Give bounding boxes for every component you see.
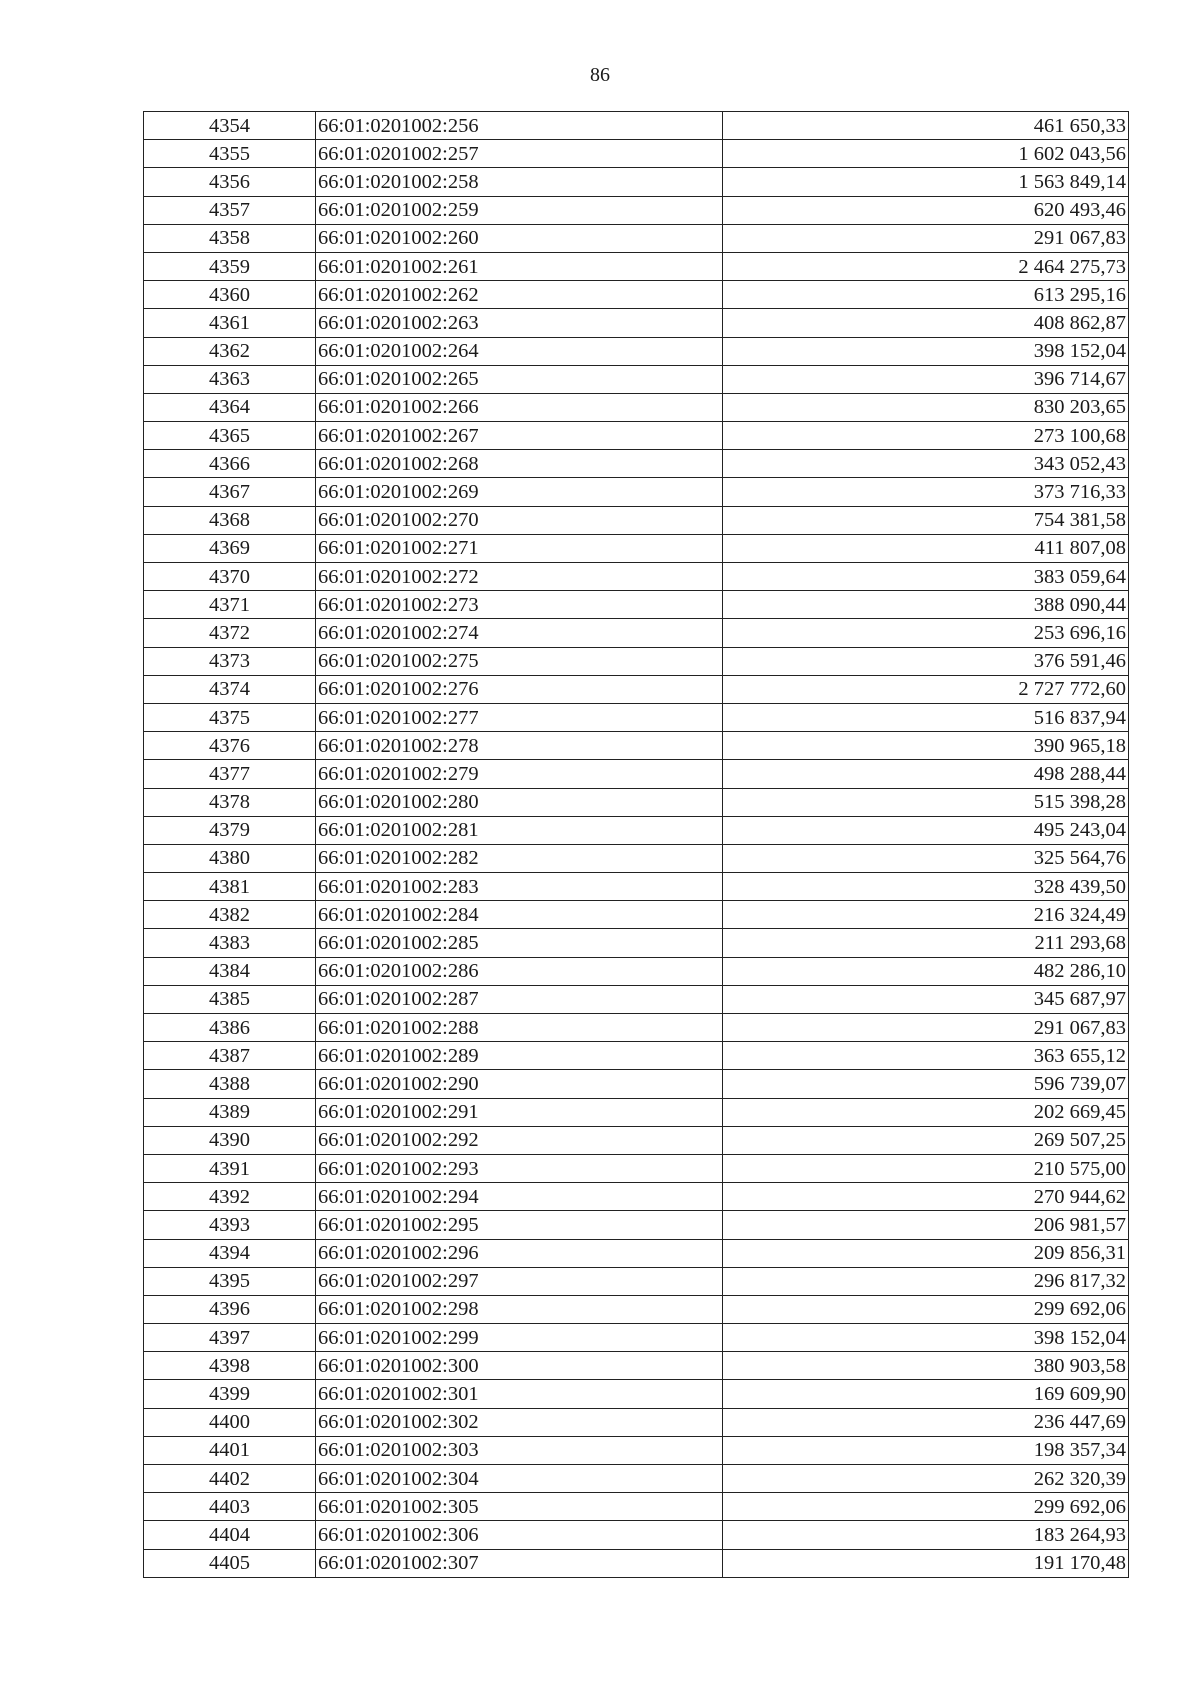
table-row: [144, 591, 1129, 619]
table-body: [144, 112, 1129, 1578]
row-number-cell: 4390: [144, 1126, 316, 1154]
table-row: [144, 534, 1129, 562]
table-row: [144, 112, 1129, 140]
table-row: [144, 337, 1129, 365]
cadastral-value-cell: 253 696,16: [723, 619, 1129, 647]
cadastral-number-cell: 66:01:0201002:281: [316, 816, 723, 844]
table-row: [144, 957, 1129, 985]
cadastral-number-cell: 66:01:0201002:261: [316, 252, 723, 280]
cadastral-value-cell: 345 687,97: [723, 985, 1129, 1013]
cadastral-value-cell: 206 981,57: [723, 1211, 1129, 1239]
table-row: [144, 1154, 1129, 1182]
cadastral-number-cell: 66:01:0201002:291: [316, 1098, 723, 1126]
table-row: [144, 929, 1129, 957]
row-number-cell: 4372: [144, 619, 316, 647]
row-number-cell: 4386: [144, 1014, 316, 1042]
cadastral-number-cell: 66:01:0201002:284: [316, 901, 723, 929]
table-row: [144, 563, 1129, 591]
cadastral-number-cell: 66:01:0201002:302: [316, 1408, 723, 1436]
table-row: [144, 985, 1129, 1013]
table-row: [144, 1070, 1129, 1098]
cadastral-value-cell: 515 398,28: [723, 788, 1129, 816]
row-number-cell: 4377: [144, 760, 316, 788]
cadastral-number-cell: 66:01:0201002:259: [316, 196, 723, 224]
cadastral-number-cell: 66:01:0201002:306: [316, 1521, 723, 1549]
cadastral-value-cell: 498 288,44: [723, 760, 1129, 788]
cadastral-value-cell: 390 965,18: [723, 732, 1129, 760]
table-row: [144, 252, 1129, 280]
row-number-cell: 4360: [144, 281, 316, 309]
row-number-cell: 4403: [144, 1493, 316, 1521]
cadastral-value-cell: 516 837,94: [723, 703, 1129, 731]
cadastral-value-cell: 296 817,32: [723, 1267, 1129, 1295]
cadastral-number-cell: 66:01:0201002:268: [316, 450, 723, 478]
cadastral-number-cell: 66:01:0201002:307: [316, 1549, 723, 1577]
cadastral-value-cell: 299 692,06: [723, 1493, 1129, 1521]
row-number-cell: 4380: [144, 844, 316, 872]
cadastral-value-cell: 830 203,65: [723, 393, 1129, 421]
cadastral-value-cell: 1 563 849,14: [723, 168, 1129, 196]
cadastral-number-cell: 66:01:0201002:271: [316, 534, 723, 562]
cadastral-value-cell: 210 575,00: [723, 1154, 1129, 1182]
table-row: [144, 140, 1129, 168]
cadastral-value-cell: 2 464 275,73: [723, 252, 1129, 280]
cadastral-value-cell: 754 381,58: [723, 506, 1129, 534]
cadastral-value-cell: 198 357,34: [723, 1436, 1129, 1464]
cadastral-number-cell: 66:01:0201002:280: [316, 788, 723, 816]
row-number-cell: 4402: [144, 1465, 316, 1493]
cadastral-number-cell: 66:01:0201002:256: [316, 112, 723, 140]
cadastral-value-cell: 398 152,04: [723, 1324, 1129, 1352]
table-row: [144, 1352, 1129, 1380]
cadastral-number-cell: 66:01:0201002:304: [316, 1465, 723, 1493]
row-number-cell: 4383: [144, 929, 316, 957]
row-number-cell: 4374: [144, 675, 316, 703]
cadastral-value-cell: 343 052,43: [723, 450, 1129, 478]
row-number-cell: 4371: [144, 591, 316, 619]
table-row: [144, 168, 1129, 196]
table-row: [144, 196, 1129, 224]
cadastral-value-cell: 169 609,90: [723, 1380, 1129, 1408]
cadastral-value-cell: 269 507,25: [723, 1126, 1129, 1154]
cadastral-number-cell: 66:01:0201002:277: [316, 703, 723, 731]
row-number-cell: 4392: [144, 1183, 316, 1211]
table-row: [144, 506, 1129, 534]
table-row: [144, 675, 1129, 703]
cadastral-number-cell: 66:01:0201002:273: [316, 591, 723, 619]
row-number-cell: 4389: [144, 1098, 316, 1126]
cadastral-value-cell: 191 170,48: [723, 1549, 1129, 1577]
row-number-cell: 4398: [144, 1352, 316, 1380]
cadastral-value-cell: 211 293,68: [723, 929, 1129, 957]
cadastral-number-cell: 66:01:0201002:298: [316, 1295, 723, 1323]
table-row: [144, 1324, 1129, 1352]
cadastral-number-cell: 66:01:0201002:293: [316, 1154, 723, 1182]
table-row: [144, 703, 1129, 731]
row-number-cell: 4356: [144, 168, 316, 196]
cadastral-number-cell: 66:01:0201002:285: [316, 929, 723, 957]
cadastral-number-cell: 66:01:0201002:266: [316, 393, 723, 421]
row-number-cell: 4378: [144, 788, 316, 816]
cadastral-value-cell: 291 067,83: [723, 1014, 1129, 1042]
table-row: [144, 901, 1129, 929]
row-number-cell: 4388: [144, 1070, 316, 1098]
row-number-cell: 4397: [144, 1324, 316, 1352]
cadastral-number-cell: 66:01:0201002:279: [316, 760, 723, 788]
cadastral-number-cell: 66:01:0201002:265: [316, 365, 723, 393]
cadastral-value-cell: 2 727 772,60: [723, 675, 1129, 703]
table-row: [144, 873, 1129, 901]
cadastral-value-cell: 411 807,08: [723, 534, 1129, 562]
row-number-cell: 4365: [144, 422, 316, 450]
table-row: [144, 1295, 1129, 1323]
table-row: [144, 1436, 1129, 1464]
table-row: [144, 281, 1129, 309]
row-number-cell: 4370: [144, 563, 316, 591]
cadastral-value-cell: 383 059,64: [723, 563, 1129, 591]
cadastral-number-cell: 66:01:0201002:263: [316, 309, 723, 337]
cadastral-value-cell: 613 295,16: [723, 281, 1129, 309]
cadastral-value-cell: 299 692,06: [723, 1295, 1129, 1323]
row-number-cell: 4399: [144, 1380, 316, 1408]
cadastral-number-cell: 66:01:0201002:299: [316, 1324, 723, 1352]
cadastral-number-cell: 66:01:0201002:278: [316, 732, 723, 760]
cadastral-value-cell: 273 100,68: [723, 422, 1129, 450]
table-row: [144, 365, 1129, 393]
row-number-cell: 4369: [144, 534, 316, 562]
row-number-cell: 4401: [144, 1436, 316, 1464]
cadastral-number-cell: 66:01:0201002:303: [316, 1436, 723, 1464]
cadastral-number-cell: 66:01:0201002:292: [316, 1126, 723, 1154]
table-row: [144, 760, 1129, 788]
table-row: [144, 450, 1129, 478]
cadastral-value-cell: 328 439,50: [723, 873, 1129, 901]
table-row: [144, 478, 1129, 506]
cadastral-number-cell: 66:01:0201002:283: [316, 873, 723, 901]
cadastral-value-cell: 482 286,10: [723, 957, 1129, 985]
table-row: [144, 1493, 1129, 1521]
table-row: [144, 1465, 1129, 1493]
row-number-cell: 4362: [144, 337, 316, 365]
row-number-cell: 4373: [144, 647, 316, 675]
table-row: [144, 1380, 1129, 1408]
cadastral-number-cell: 66:01:0201002:258: [316, 168, 723, 196]
table-row: [144, 619, 1129, 647]
table-row: [144, 816, 1129, 844]
cadastral-value-cell: 398 152,04: [723, 337, 1129, 365]
cadastral-value-table: [143, 111, 1129, 1578]
cadastral-number-cell: 66:01:0201002:257: [316, 140, 723, 168]
table-row: [144, 647, 1129, 675]
cadastral-number-cell: 66:01:0201002:289: [316, 1042, 723, 1070]
cadastral-value-cell: 216 324,49: [723, 901, 1129, 929]
cadastral-number-cell: 66:01:0201002:290: [316, 1070, 723, 1098]
table-row: [144, 732, 1129, 760]
row-number-cell: 4400: [144, 1408, 316, 1436]
row-number-cell: 4387: [144, 1042, 316, 1070]
table-row: [144, 844, 1129, 872]
row-number-cell: 4363: [144, 365, 316, 393]
cadastral-number-cell: 66:01:0201002:260: [316, 224, 723, 252]
cadastral-value-cell: 495 243,04: [723, 816, 1129, 844]
cadastral-number-cell: 66:01:0201002:274: [316, 619, 723, 647]
table-row: [144, 393, 1129, 421]
cadastral-number-cell: 66:01:0201002:267: [316, 422, 723, 450]
table-row: [144, 1098, 1129, 1126]
row-number-cell: 4382: [144, 901, 316, 929]
row-number-cell: 4384: [144, 957, 316, 985]
cadastral-number-cell: 66:01:0201002:301: [316, 1380, 723, 1408]
row-number-cell: 4405: [144, 1549, 316, 1577]
cadastral-number-cell: 66:01:0201002:300: [316, 1352, 723, 1380]
cadastral-value-cell: 291 067,83: [723, 224, 1129, 252]
cadastral-value-cell: 376 591,46: [723, 647, 1129, 675]
table-row: [144, 1239, 1129, 1267]
table-row: [144, 1211, 1129, 1239]
table-row: [144, 1549, 1129, 1577]
cadastral-number-cell: 66:01:0201002:294: [316, 1183, 723, 1211]
cadastral-number-cell: 66:01:0201002:282: [316, 844, 723, 872]
cadastral-number-cell: 66:01:0201002:262: [316, 281, 723, 309]
cadastral-number-cell: 66:01:0201002:272: [316, 563, 723, 591]
cadastral-number-cell: 66:01:0201002:264: [316, 337, 723, 365]
cadastral-value-cell: 373 716,33: [723, 478, 1129, 506]
table-row: [144, 422, 1129, 450]
row-number-cell: 4366: [144, 450, 316, 478]
cadastral-value-cell: 408 862,87: [723, 309, 1129, 337]
row-number-cell: 4368: [144, 506, 316, 534]
cadastral-number-cell: 66:01:0201002:288: [316, 1014, 723, 1042]
cadastral-value-cell: 620 493,46: [723, 196, 1129, 224]
cadastral-number-cell: 66:01:0201002:295: [316, 1211, 723, 1239]
row-number-cell: 4354: [144, 112, 316, 140]
row-number-cell: 4358: [144, 224, 316, 252]
cadastral-number-cell: 66:01:0201002:269: [316, 478, 723, 506]
cadastral-number-cell: 66:01:0201002:276: [316, 675, 723, 703]
cadastral-value-cell: 461 650,33: [723, 112, 1129, 140]
table-row: [144, 1042, 1129, 1070]
cadastral-number-cell: 66:01:0201002:305: [316, 1493, 723, 1521]
cadastral-number-cell: 66:01:0201002:287: [316, 985, 723, 1013]
row-number-cell: 4359: [144, 252, 316, 280]
cadastral-value-cell: 270 944,62: [723, 1183, 1129, 1211]
row-number-cell: 4404: [144, 1521, 316, 1549]
cadastral-value-cell: 380 903,58: [723, 1352, 1129, 1380]
cadastral-value-cell: 1 602 043,56: [723, 140, 1129, 168]
row-number-cell: 4396: [144, 1295, 316, 1323]
cadastral-value-cell: 202 669,45: [723, 1098, 1129, 1126]
row-number-cell: 4367: [144, 478, 316, 506]
row-number-cell: 4361: [144, 309, 316, 337]
cadastral-number-cell: 66:01:0201002:275: [316, 647, 723, 675]
cadastral-value-cell: 236 447,69: [723, 1408, 1129, 1436]
cadastral-value-cell: 388 090,44: [723, 591, 1129, 619]
cadastral-value-cell: 262 320,39: [723, 1465, 1129, 1493]
table-row: [144, 309, 1129, 337]
table-row: [144, 1014, 1129, 1042]
cadastral-value-cell: 596 739,07: [723, 1070, 1129, 1098]
table-row: [144, 1126, 1129, 1154]
cadastral-number-cell: 66:01:0201002:297: [316, 1267, 723, 1295]
cadastral-number-cell: 66:01:0201002:296: [316, 1239, 723, 1267]
cadastral-value-cell: 396 714,67: [723, 365, 1129, 393]
table-row: [144, 788, 1129, 816]
row-number-cell: 4379: [144, 816, 316, 844]
row-number-cell: 4385: [144, 985, 316, 1013]
row-number-cell: 4355: [144, 140, 316, 168]
page-number: 86: [590, 64, 610, 86]
cadastral-number-cell: 66:01:0201002:270: [316, 506, 723, 534]
table-row: [144, 1267, 1129, 1295]
row-number-cell: 4395: [144, 1267, 316, 1295]
table-row: [144, 1408, 1129, 1436]
row-number-cell: 4357: [144, 196, 316, 224]
row-number-cell: 4376: [144, 732, 316, 760]
cadastral-number-cell: 66:01:0201002:286: [316, 957, 723, 985]
table-row: [144, 1521, 1129, 1549]
row-number-cell: 4394: [144, 1239, 316, 1267]
row-number-cell: 4393: [144, 1211, 316, 1239]
cadastral-value-cell: 363 655,12: [723, 1042, 1129, 1070]
row-number-cell: 4364: [144, 393, 316, 421]
table-row: [144, 1183, 1129, 1211]
table-row: [144, 224, 1129, 252]
row-number-cell: 4375: [144, 703, 316, 731]
row-number-cell: 4381: [144, 873, 316, 901]
cadastral-value-cell: 209 856,31: [723, 1239, 1129, 1267]
row-number-cell: 4391: [144, 1154, 316, 1182]
cadastral-value-cell: 325 564,76: [723, 844, 1129, 872]
cadastral-value-cell: 183 264,93: [723, 1521, 1129, 1549]
